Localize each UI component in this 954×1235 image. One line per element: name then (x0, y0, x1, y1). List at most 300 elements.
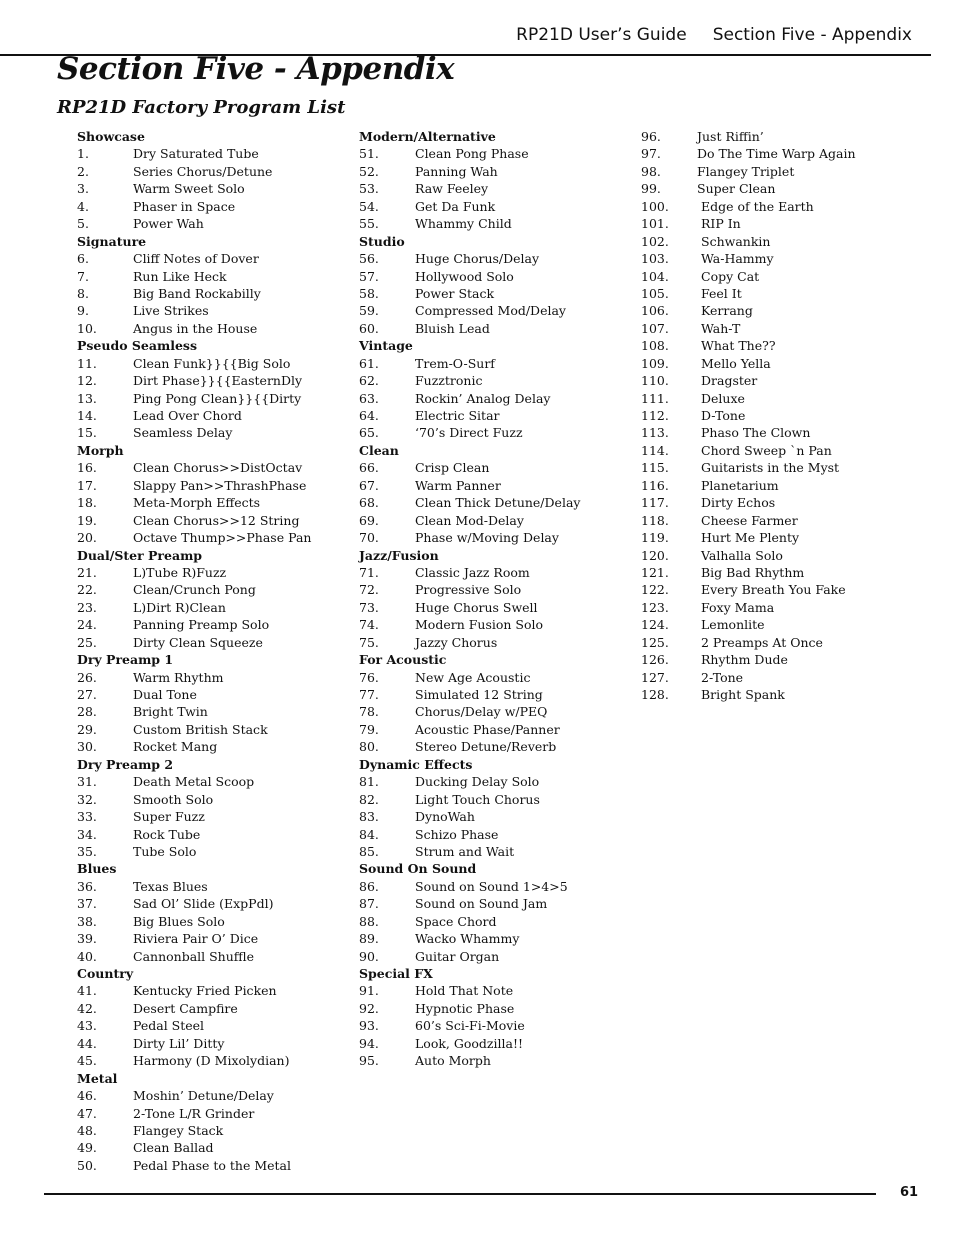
program-number: 8. (77, 285, 89, 301)
program-name: Hold That Note (415, 983, 514, 999)
program-name: Lead Over Chord (133, 408, 242, 423)
program-number: 72. (359, 582, 379, 598)
program-name: Guitar Organ (415, 948, 500, 964)
program-entry (77, 1087, 337, 1104)
program-number: 106. (641, 303, 669, 319)
category-heading: Studio (359, 233, 405, 249)
program-number: 64. (359, 408, 379, 423)
program-name: Desert Campfire (133, 1000, 238, 1016)
program-entry (359, 180, 619, 197)
program-number: 52. (359, 163, 379, 179)
program-name: Harmony (D Mixolydian) (133, 1053, 290, 1069)
program-number: 12. (77, 373, 97, 389)
program-name: Warm Panner (415, 477, 501, 493)
program-entry (359, 529, 619, 546)
program-number: 53. (359, 181, 379, 197)
category-heading: Signature (77, 233, 147, 249)
program-name: Rhythm Dude (701, 652, 788, 668)
program-number: 128. (641, 687, 669, 702)
program-entry (641, 390, 901, 407)
program-entry (77, 250, 337, 267)
program-entry (77, 512, 337, 529)
program-entry (359, 250, 619, 267)
program-name: Edge of the Earth (701, 198, 814, 214)
program-entry (77, 215, 337, 232)
program-name: Smooth Solo (133, 791, 214, 807)
program-number: 7. (77, 268, 89, 284)
header-section-title: Section Five - Appendix (712, 25, 912, 45)
program-number: 24. (77, 617, 97, 633)
category-heading: Sound On Sound (359, 861, 477, 877)
program-entry (77, 721, 337, 738)
program-number: 68. (359, 495, 379, 511)
program-entry (641, 215, 901, 232)
program-entry (359, 145, 619, 162)
program-entry (77, 1000, 337, 1017)
program-number: 17. (77, 477, 97, 493)
program-name: New Age Acoustic (415, 669, 531, 685)
program-name: Strum and Wait (415, 843, 515, 859)
program-entry (359, 459, 619, 476)
program-name: Dirty Clean Squeeze (133, 634, 263, 650)
program-entry (359, 302, 619, 319)
program-entry (359, 721, 619, 738)
program-name: Clean Pong Phase (415, 146, 529, 162)
program-name: Fuzztronic (415, 373, 483, 389)
program-name: Rockin’ Analog Delay (415, 390, 551, 406)
program-entry (77, 616, 337, 633)
program-entry (359, 826, 619, 843)
program-number: 6. (77, 251, 89, 267)
program-number: 50. (77, 1157, 97, 1173)
program-number: 91. (359, 983, 379, 999)
program-number: 35. (77, 843, 97, 859)
program-number: 5. (77, 216, 89, 232)
program-entry (641, 564, 901, 581)
program-name: Sound on Sound 1>4>5 (415, 878, 568, 894)
program-name: Huge Chorus/Delay (415, 251, 540, 267)
program-entry (77, 355, 337, 372)
program-entry (359, 198, 619, 215)
program-entry (641, 145, 901, 162)
program-name: Sad Ol’ Slide (ExpPdl) (133, 896, 274, 912)
program-number: 58. (359, 285, 379, 301)
program-name: Simulated 12 String (415, 687, 543, 702)
program-entry (359, 285, 619, 302)
program-entry (359, 616, 619, 633)
program-name: Light Touch Chorus (415, 791, 540, 807)
program-entry (359, 372, 619, 389)
program-entry (359, 390, 619, 407)
program-name: Acoustic Phase/Panner (415, 721, 560, 737)
program-number: 99. (641, 181, 661, 197)
program-number: 108. (641, 338, 669, 354)
program-number: 120. (641, 547, 669, 563)
program-name: Progressive Solo (415, 582, 522, 598)
program-entry (641, 250, 901, 267)
program-entry (359, 599, 619, 616)
program-number: 98. (641, 163, 661, 179)
program-entry (359, 1000, 619, 1017)
program-number: 75. (359, 634, 379, 650)
program-name: 2 Preamps At Once (701, 634, 823, 650)
program-entry (77, 424, 337, 441)
program-number: 71. (359, 564, 379, 580)
program-number: 44. (77, 1035, 97, 1051)
program-number: 16. (77, 460, 97, 476)
program-entry (641, 233, 901, 250)
program-number: 51. (359, 146, 379, 162)
program-name: L)Dirt R)Clean (133, 599, 226, 615)
program-number: 81. (359, 774, 379, 790)
program-entry (641, 337, 901, 354)
program-entry (641, 198, 901, 215)
program-number: 78. (359, 704, 379, 720)
program-name: Compressed Mod/Delay (415, 303, 566, 319)
program-name: Power Wah (133, 216, 204, 232)
program-number: 32. (77, 791, 97, 807)
program-name: Hypnotic Phase (415, 1000, 515, 1016)
program-number: 30. (77, 739, 97, 755)
program-name: Just Riffin’ (697, 129, 764, 144)
program-number: 118. (641, 512, 669, 528)
program-entry (641, 651, 901, 668)
program-name: Schwankin (701, 233, 771, 249)
program-number: 65. (359, 425, 379, 441)
program-name: Crisp Clean (415, 460, 490, 476)
program-number: 101. (641, 216, 669, 232)
program-name: Get Da Funk (415, 198, 496, 214)
program-name: Ping Pong Clean}}{{Dirty (133, 390, 302, 406)
program-name: Classic Jazz Room (415, 564, 530, 580)
program-entry (359, 1052, 619, 1069)
program-name: Wacko Whammy (415, 931, 520, 947)
program-name: Death Metal Scoop (133, 774, 255, 790)
program-name: DynoWah (415, 809, 475, 825)
program-number: 107. (641, 320, 669, 336)
category-heading: Dynamic Effects (359, 756, 473, 772)
program-name: Clean Mod-Delay (415, 512, 524, 528)
program-number: 56. (359, 251, 379, 267)
program-entry (77, 285, 337, 302)
program-number: 25. (77, 634, 97, 650)
program-number: 20. (77, 530, 97, 546)
program-name: Custom British Stack (133, 721, 268, 737)
program-entry (641, 686, 901, 703)
program-entry (77, 773, 337, 790)
program-number: 113. (641, 425, 669, 441)
program-name: What The?? (701, 338, 776, 354)
program-number: 57. (359, 268, 379, 284)
program-number: 84. (359, 826, 379, 842)
program-number: 104. (641, 268, 669, 284)
program-number: 45. (77, 1053, 97, 1069)
program-entry (359, 581, 619, 598)
program-number: 55. (359, 216, 379, 232)
program-number: 92. (359, 1000, 379, 1016)
program-entry (359, 407, 619, 424)
page-title: Section Five - Appendix (57, 51, 455, 87)
header-guide-title: RP21D User’s Guide (516, 25, 687, 45)
program-number: 54. (359, 198, 379, 214)
category-heading: Jazz/Fusion (359, 547, 439, 563)
program-name: Octave Thump>>Phase Pan (133, 530, 312, 546)
page-number: 61 (900, 1185, 919, 1200)
program-name: Mello Yella (701, 355, 771, 371)
program-entry (641, 494, 901, 511)
program-name: Slappy Pan>>ThrashPhase (133, 477, 307, 493)
program-entry (77, 581, 337, 598)
program-entry (359, 1035, 619, 1052)
category-heading: Blues (77, 861, 117, 877)
category-heading: Pseudo Seamless (77, 338, 197, 354)
running-header (516, 25, 912, 45)
program-name: Super Clean (697, 181, 776, 197)
program-number: 87. (359, 896, 379, 912)
program-name: 2-Tone (701, 669, 744, 685)
program-name: Phase w/Moving Delay (415, 530, 559, 546)
category-heading: Vintage (359, 338, 413, 354)
program-entry (641, 163, 901, 180)
program-name: ‘70’s Direct Fuzz (415, 425, 523, 441)
program-entry (359, 773, 619, 790)
program-entry (359, 424, 619, 441)
program-name: Phaser in Space (133, 198, 236, 214)
program-entry (77, 1017, 337, 1034)
program-number: 42. (77, 1000, 97, 1016)
category-heading: For Acoustic (359, 652, 447, 668)
program-name: Panning Wah (415, 163, 498, 179)
program-name: Modern Fusion Solo (415, 617, 544, 633)
page-subtitle: RP21D Factory Program List (57, 97, 346, 118)
program-number: 115. (641, 460, 669, 476)
program-name: Feel It (701, 285, 742, 301)
program-name: Clean Chorus>>DistOctav (133, 460, 303, 476)
program-number: 46. (77, 1088, 97, 1104)
program-entry (641, 302, 901, 319)
program-entry (641, 669, 901, 686)
program-name: Panning Preamp Solo (133, 617, 270, 633)
program-number: 22. (77, 582, 97, 598)
program-name: Pedal Phase to the Metal (133, 1157, 292, 1173)
program-number: 19. (77, 512, 97, 528)
program-number: 100. (641, 198, 669, 214)
program-entry (77, 198, 337, 215)
program-entry (359, 982, 619, 999)
program-name: Rock Tube (133, 826, 201, 842)
footer-rule (44, 1193, 876, 1195)
program-number: 111. (641, 390, 669, 406)
program-column-3 (641, 128, 901, 703)
program-number: 2. (77, 163, 89, 179)
program-column-1 (77, 128, 337, 1174)
program-number: 1. (77, 146, 89, 162)
program-number: 59. (359, 303, 379, 319)
program-name: Huge Chorus Swell (415, 599, 538, 615)
program-number: 79. (359, 721, 379, 737)
program-name: Clean Funk}}{{Big Solo (133, 355, 291, 371)
program-number: 26. (77, 669, 97, 685)
program-name: Clean Ballad (133, 1140, 214, 1156)
program-number: 3. (77, 181, 89, 197)
program-name: Bright Twin (133, 704, 208, 720)
program-name: Seamless Delay (133, 425, 233, 441)
program-name: Hollywood Solo (415, 268, 514, 284)
program-number: 28. (77, 704, 97, 720)
program-number: 60. (359, 320, 379, 336)
program-number: 38. (77, 913, 97, 929)
program-name: Dragster (701, 373, 758, 389)
program-name: Raw Feeley (415, 181, 489, 197)
program-name: Electric Sitar (415, 408, 500, 423)
program-name: Moshin’ Detune/Delay (133, 1088, 274, 1104)
program-number: 112. (641, 408, 669, 423)
program-number: 76. (359, 669, 379, 685)
program-name: L)Tube R)Fuzz (133, 564, 227, 580)
program-name: Space Chord (415, 913, 497, 929)
program-number: 61. (359, 355, 379, 371)
program-number: 127. (641, 669, 669, 685)
program-entry (641, 547, 901, 564)
program-entry (641, 616, 901, 633)
program-number: 49. (77, 1140, 97, 1156)
program-name: Meta-Morph Effects (133, 495, 261, 511)
program-entry (77, 372, 337, 389)
program-entry (77, 843, 337, 860)
program-name: Hurt Me Plenty (701, 530, 800, 546)
program-number: 36. (77, 878, 97, 894)
program-entry (359, 791, 619, 808)
program-name: Chord Sweep `n Pan (701, 442, 832, 458)
program-number: 114. (641, 442, 669, 458)
program-name: Stereo Detune/Reverb (415, 739, 557, 755)
program-number: 13. (77, 390, 97, 406)
category-heading: Clean (359, 442, 399, 458)
program-entry (359, 512, 619, 529)
program-name: Big Band Rockabilly (133, 285, 261, 301)
program-entry (641, 355, 901, 372)
program-name: Copy Cat (701, 268, 760, 284)
program-entry (359, 948, 619, 965)
program-entry (359, 808, 619, 825)
program-number: 43. (77, 1018, 97, 1034)
program-number: 85. (359, 843, 379, 859)
program-entry (359, 355, 619, 372)
program-number: 63. (359, 390, 379, 406)
program-name: Warm Sweet Solo (133, 181, 245, 197)
program-number: 40. (77, 948, 97, 964)
program-entry (77, 320, 337, 337)
program-number: 48. (77, 1122, 97, 1138)
program-number: 29. (77, 721, 97, 737)
program-number: 124. (641, 617, 669, 633)
program-number: 89. (359, 931, 379, 947)
program-entry (359, 686, 619, 703)
program-number: 94. (359, 1035, 379, 1051)
program-entry (359, 1017, 619, 1034)
program-number: 69. (359, 512, 379, 528)
program-name: Dry Saturated Tube (133, 146, 259, 162)
program-number: 62. (359, 373, 379, 389)
program-entry (359, 215, 619, 232)
program-name: Bluish Lead (415, 320, 490, 336)
category-heading: Showcase (77, 129, 145, 144)
category-heading: Special FX (359, 966, 433, 981)
category-heading: Dry Preamp 1 (77, 652, 174, 668)
program-name: Flangey Triplet (697, 163, 795, 179)
program-entry (77, 895, 337, 912)
program-name: Whammy Child (415, 216, 512, 232)
program-name: Cannonball Shuffle (133, 948, 255, 964)
category-heading: Morph (77, 442, 124, 458)
program-number: 39. (77, 931, 97, 947)
program-entry (77, 407, 337, 424)
program-name: Riviera Pair O’ Dice (133, 931, 259, 947)
program-entry (641, 634, 901, 651)
category-heading: Metal (77, 1070, 118, 1086)
program-entry (359, 703, 619, 720)
program-number: 96. (641, 129, 661, 144)
program-number: 4. (77, 198, 89, 214)
program-number: 125. (641, 634, 669, 650)
program-entry (641, 268, 901, 285)
program-entry (77, 1052, 337, 1069)
program-name: Planetarium (701, 477, 779, 493)
program-number: 93. (359, 1018, 379, 1034)
program-number: 86. (359, 878, 379, 894)
program-name: Schizo Phase (415, 826, 499, 842)
program-number: 105. (641, 285, 669, 301)
program-entry (77, 459, 337, 476)
program-number: 126. (641, 652, 669, 668)
program-number: 121. (641, 564, 669, 580)
program-entry (359, 669, 619, 686)
program-name: Flangey Stack (133, 1122, 224, 1138)
program-number: 15. (77, 425, 97, 441)
program-entry (77, 669, 337, 686)
program-entry (77, 529, 337, 546)
program-number: 103. (641, 251, 669, 267)
program-entry (359, 930, 619, 947)
program-entry (77, 1157, 337, 1174)
program-name: 2-Tone L/R Grinder (133, 1105, 255, 1121)
program-number: 97. (641, 146, 661, 162)
program-name: Dual Tone (133, 687, 197, 702)
program-name: Deluxe (701, 390, 745, 406)
program-entry (359, 494, 619, 511)
program-entry (77, 634, 337, 651)
program-name: Auto Morph (415, 1053, 491, 1069)
program-entry (359, 913, 619, 930)
program-number: 9. (77, 303, 89, 319)
program-number: 21. (77, 564, 97, 580)
program-entry (641, 128, 901, 145)
program-name: D-Tone (701, 408, 746, 423)
program-name: Bright Spank (701, 687, 785, 702)
program-name: Kerrang (701, 303, 753, 319)
program-column-2 (359, 128, 619, 1070)
program-entry (77, 686, 337, 703)
program-entry (77, 808, 337, 825)
program-entry (77, 302, 337, 319)
program-name: Jazzy Chorus (415, 634, 498, 650)
program-name: Wah-T (701, 320, 741, 336)
program-number: 80. (359, 739, 379, 755)
program-name: Do The Time Warp Again (697, 146, 856, 162)
program-entry (641, 581, 901, 598)
program-entry (77, 948, 337, 965)
program-entry (77, 390, 337, 407)
